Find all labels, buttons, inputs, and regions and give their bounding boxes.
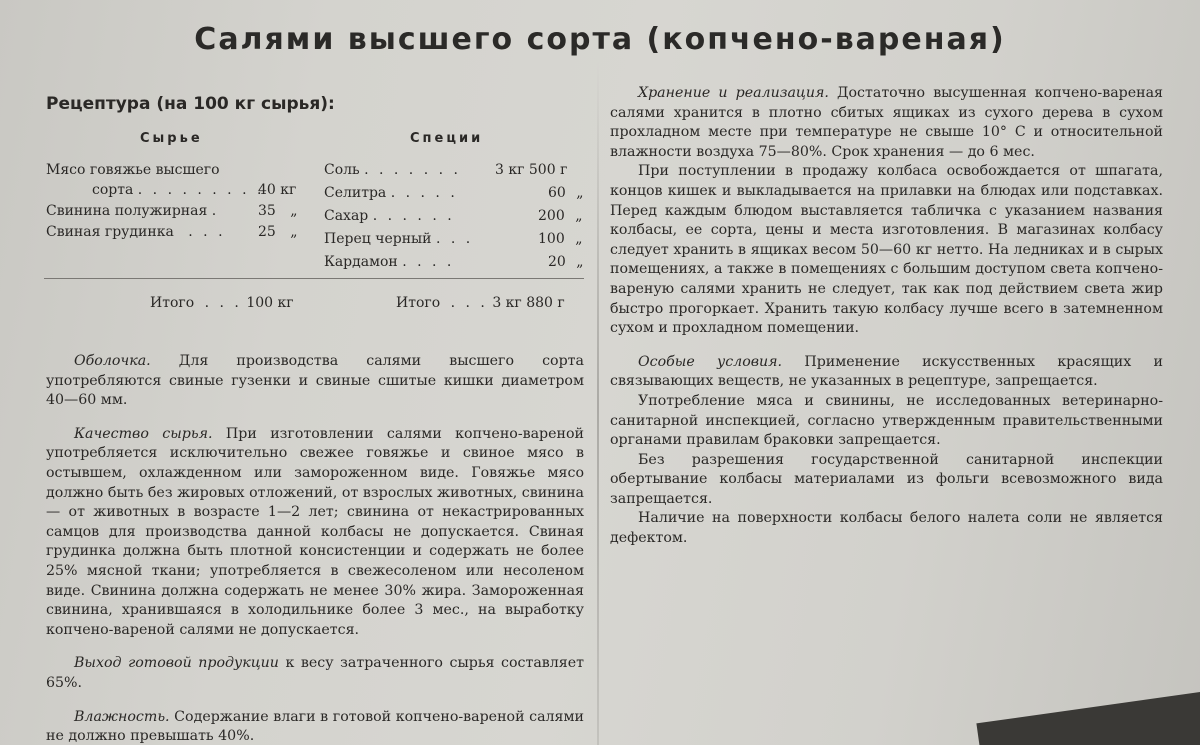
paragraph-label: Хранение и реализация. bbox=[638, 85, 829, 101]
paragraph-casing bbox=[46, 352, 584, 411]
raw-heading: Сырье bbox=[140, 131, 203, 146]
spice-name: Сахар bbox=[324, 208, 369, 224]
raw-item-beef-qty: 40 кг bbox=[258, 182, 297, 198]
ditto-mark: „ bbox=[576, 254, 584, 270]
raw-item-pork-name: Свинина полужирная bbox=[46, 203, 208, 219]
leader-dots: . . . . . . . . . bbox=[137, 182, 265, 198]
leader-dots: . . . bbox=[450, 295, 488, 311]
raw-item-beef bbox=[92, 180, 264, 201]
spice-salt-qty: 3 кг 500 г bbox=[495, 162, 568, 178]
qty-value: 100 bbox=[538, 231, 565, 247]
ditto-mark: „ bbox=[290, 224, 298, 240]
paragraph-text: Содержание влаги в готовой копчено-вареной салями не должно превышать 40%. bbox=[46, 708, 584, 745]
leader-dots: . . . . . bbox=[390, 185, 458, 201]
page-title: Салями высшего сорта (копчено-вареная) bbox=[194, 22, 1006, 57]
paragraph-text: Для производства салями высшего сорта употребляются свиные гузенки и свиные сшитые кишки диаметром 40—60 мм. bbox=[46, 353, 584, 409]
spice-cardamom-qty bbox=[548, 252, 584, 273]
paragraph-salt-coating: Наличие на поверхности колбасы белого налета соли не является дефектом. bbox=[610, 510, 1163, 547]
total-label: Итого bbox=[396, 295, 441, 311]
leader-dots: . . . . . . bbox=[372, 208, 455, 224]
paragraph-label: Особые условия. bbox=[638, 353, 783, 370]
paragraph-storage bbox=[610, 84, 1163, 162]
leader-dots: . . . bbox=[204, 295, 242, 311]
leader-dots: . . . bbox=[435, 231, 474, 247]
spices-heading: Специи bbox=[410, 131, 484, 146]
leader-dots: . . . bbox=[188, 224, 226, 240]
spices-total bbox=[396, 293, 565, 314]
paragraph-quality bbox=[46, 425, 584, 641]
spice-saltpeter bbox=[324, 183, 458, 204]
ditto-mark: „ bbox=[576, 185, 584, 201]
right-column-text bbox=[610, 84, 1163, 549]
spice-name: Соль bbox=[324, 162, 360, 178]
spice-sugar bbox=[324, 206, 455, 227]
paragraph-text: Применение искусственных красящих и связывающих веществ, не указанных в рецептуре, запрещается. bbox=[610, 353, 1163, 390]
total-label: Итого bbox=[150, 295, 195, 311]
paragraph-text: При изготовлении салями копчено-вареной употребляется исключительно свежее говяжье и свиное мясо в остывшем, охлажденном или замороженном виде. Говяжье мясо должно быть без жировых отложений, от взрослых животных, свинина — от животных в возрасте 1—2 лет; свинина от некастрированных самцов для производства данной колбасы не допускается. Свиная грудинка должна быть плотной консистенции и содержать не более 25% мясной ткани; употребляется в свежесоленом или несоленом виде. Свинина должна содержать не менее 30% жира. Замороженная свинина, хранившаяся в холодильнике более 3 мес., на выработку копчено-вареной салями не допускается. bbox=[46, 425, 584, 638]
raw-item-brisket bbox=[46, 222, 226, 243]
paragraph-text: Достаточно высушенная копчено-вареная салями хранится в плотно сбитых ящиках из сухого дерева в сухом прохладном месте при температуре не свыше 10° С и относительной влажности воздуха 75—80%. Срок хранения — до 6 мес. bbox=[610, 85, 1164, 160]
spice-pepper-qty bbox=[538, 229, 582, 250]
paragraph-text: к весу затраченного сырья составляет 65%. bbox=[46, 655, 584, 691]
spice-salt bbox=[324, 160, 461, 181]
spice-name: Селитра bbox=[324, 185, 387, 201]
leader-dots: . bbox=[211, 203, 220, 219]
raw-item-pork bbox=[46, 201, 219, 222]
ditto-mark: „ bbox=[290, 203, 298, 219]
left-column-text bbox=[46, 352, 584, 745]
paragraph-special bbox=[610, 353, 1163, 392]
qty-value: 25 bbox=[258, 224, 276, 240]
spice-pepper bbox=[324, 229, 473, 250]
qty-value: 200 bbox=[538, 208, 565, 224]
leader-dots: . . . . . . . bbox=[364, 162, 461, 178]
ditto-mark: „ bbox=[575, 208, 583, 224]
paragraph-moisture bbox=[46, 708, 584, 745]
paragraph-yield bbox=[46, 654, 584, 693]
spice-name: Перец черный bbox=[324, 231, 432, 247]
recipe-heading: Рецептура (на 100 кг сырья): bbox=[46, 94, 335, 114]
total-value: 3 кг 880 г bbox=[492, 295, 565, 311]
paragraph-label: Выход готовой продукции bbox=[74, 655, 279, 672]
raw-total bbox=[150, 293, 294, 314]
spice-cardamom bbox=[324, 252, 454, 273]
paragraph-label: Оболочка. bbox=[74, 353, 151, 369]
paragraph-sale: При поступлении в продажу колбаса освобождается от шпагата, концов кишек и выкладывается на прилавки на блюдах или подставках. Перед каждым блюдом выставляется табличка с указанием названия колбасы, ее сорта, цены и места изготовления. В магазинах колбасу следует хранить в ящиках весом 50—60 кг нетто. На ледниках и в сырых помещениях, а также в помещениях с большим доступом света копчено-вареную салями хранить не следует, так как под действием света жир быстро прогоркает. Хранить такую колбасу лучше всего в затемненном сухом и прохладном помещении. bbox=[610, 163, 1163, 337]
qty-value: 35 bbox=[258, 203, 276, 219]
paragraph-label: Качество сырья. bbox=[74, 425, 213, 442]
raw-item-beef-grade: сорта bbox=[92, 182, 134, 198]
spice-name: Кардамон bbox=[324, 254, 398, 270]
paragraph-inspection: Употребление мяса и свинины, не исследованных ветеринарно-санитарной инспекцией, согласно утвержденным правительственными органами правилам браковки запрещается. bbox=[610, 392, 1163, 449]
spice-sugar-qty bbox=[538, 206, 582, 227]
qty-value: 60 bbox=[548, 185, 566, 201]
leader-dots: . . . . bbox=[402, 254, 455, 270]
raw-item-pork-qty bbox=[258, 201, 298, 222]
total-value: 100 кг bbox=[246, 295, 294, 311]
ditto-mark: „ bbox=[575, 231, 583, 247]
paragraph-label: Влажность. bbox=[74, 708, 170, 725]
raw-item-beef-name: Мясо говяжье высшего bbox=[46, 162, 220, 178]
page-fold bbox=[597, 60, 599, 745]
qty-value: 20 bbox=[548, 254, 566, 270]
totals-divider bbox=[44, 278, 584, 279]
spice-saltpeter-qty bbox=[548, 183, 584, 204]
raw-item-brisket-qty bbox=[258, 222, 298, 243]
raw-item-brisket-name: Свиная грудинка bbox=[46, 224, 174, 240]
paragraph-foil: Без разрешения государственной санитарной инспекции обертывание колбасы материалами из фольги всевозможного вида запрещается. bbox=[610, 451, 1163, 507]
